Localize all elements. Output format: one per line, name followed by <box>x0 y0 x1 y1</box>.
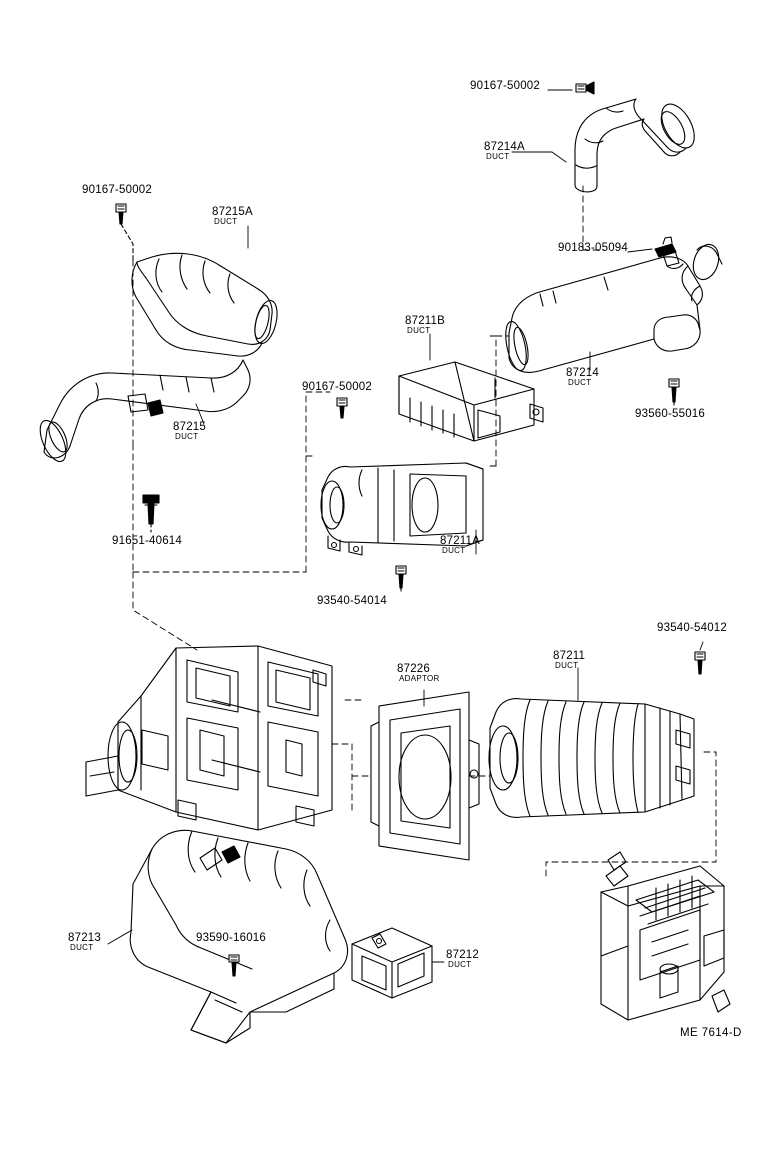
part-label-90167-50002-top <box>470 80 540 92</box>
fastener-90167-50002-left <box>116 204 126 224</box>
part-label-87226 <box>397 663 440 684</box>
part-label-87214a <box>484 141 525 162</box>
part-87215-duct <box>35 360 250 465</box>
part-label-90167-50002-left <box>82 184 152 196</box>
part-code: 90183-05094 <box>558 242 628 254</box>
part-code: 87214A <box>484 141 525 153</box>
part-87214-duct <box>502 241 723 372</box>
part-label-87211b <box>405 315 445 336</box>
part-label-93590-16016 <box>196 932 266 944</box>
part-label-87215a <box>212 206 253 227</box>
part-subtitle: DUCT <box>555 661 579 671</box>
part-label-87211 <box>553 650 585 671</box>
part-label-87211a <box>440 535 480 556</box>
fastener-90167-50002-center <box>337 398 347 418</box>
part-blower-unit-right <box>601 852 730 1020</box>
part-subtitle: DUCT <box>407 326 431 336</box>
fastener-93540-54012 <box>695 652 705 674</box>
part-subtitle: ADAPTOR <box>399 674 440 684</box>
fastener-90183-05094 <box>655 237 676 257</box>
part-code: 90167-50002 <box>82 184 152 196</box>
part-code: 87211A <box>440 535 480 547</box>
part-code: 90167-50002 <box>470 80 540 92</box>
part-code: 87215 <box>173 421 206 433</box>
part-subtitle: DUCT <box>568 378 592 388</box>
part-subtitle: DUCT <box>70 943 94 953</box>
part-code: 91651-40614 <box>112 535 182 547</box>
part-subtitle: DUCT <box>175 432 199 442</box>
part-label-87214 <box>566 367 599 388</box>
part-code: 87212 <box>446 949 479 961</box>
part-label-91651-40614 <box>112 535 182 547</box>
part-code: 87226 <box>397 663 430 675</box>
part-label-93560-55016 <box>635 408 705 420</box>
part-label-87213 <box>68 932 101 953</box>
fastener-93590-16016 <box>229 955 239 976</box>
part-code: 87211 <box>553 650 586 662</box>
part-87212-duct <box>352 928 432 998</box>
part-87215a-duct <box>132 253 281 356</box>
part-code: 93590-16016 <box>196 932 266 944</box>
part-87214a-duct <box>575 99 701 192</box>
part-code: 93540-54014 <box>317 595 387 607</box>
sheet-footer-code: ME 7614-D <box>680 1027 742 1039</box>
part-label-93540-54012 <box>657 622 727 634</box>
part-code: 87215A <box>212 206 253 218</box>
part-subtitle: DUCT <box>486 152 510 162</box>
part-label-87215 <box>173 421 206 442</box>
part-code: 87214 <box>566 367 599 379</box>
part-label-93540-54014 <box>317 595 387 607</box>
part-subtitle: DUCT <box>442 546 466 556</box>
part-code: 93540-54012 <box>657 622 727 634</box>
part-code: 87211B <box>405 315 445 327</box>
part-87226-adaptor <box>371 692 479 860</box>
part-label-90167-50002-center <box>302 381 372 393</box>
part-87211-duct <box>489 699 694 818</box>
part-code: 90167-50002 <box>302 381 372 393</box>
part-subtitle: DUCT <box>448 960 472 970</box>
part-87211b-duct <box>399 362 543 441</box>
part-label-90183-05094 <box>558 242 628 254</box>
fastener-91651-40614 <box>143 495 159 524</box>
fastener-90167-50002-top <box>576 82 594 94</box>
part-code: 87213 <box>68 932 101 944</box>
label-leader-lines <box>108 152 703 962</box>
assembly-leader-lines <box>133 186 716 880</box>
fastener-93560-55016 <box>669 379 679 402</box>
fastener-93540-54014 <box>396 566 406 588</box>
part-label-87212 <box>446 949 479 970</box>
part-subtitle: DUCT <box>214 217 238 227</box>
part-heater-unit-left <box>86 646 332 830</box>
part-code: 93560-55016 <box>635 408 705 420</box>
